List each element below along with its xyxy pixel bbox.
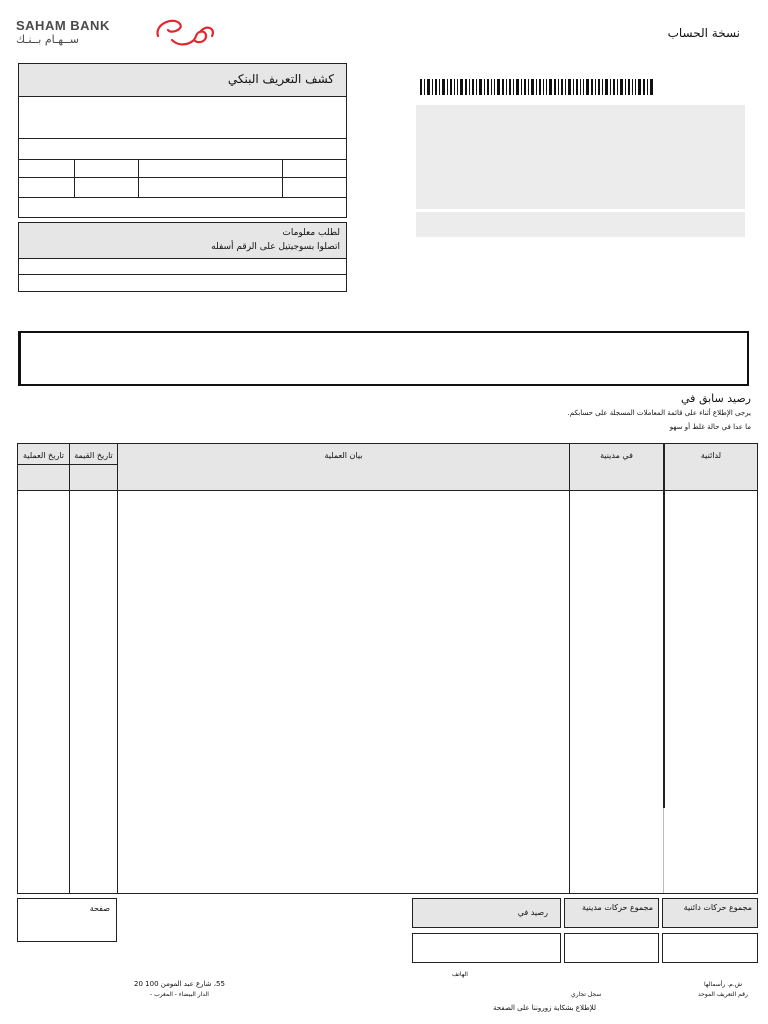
copy-label: نسخة الحساب: [667, 26, 740, 40]
notes-line1: يرجى الإطلاع أثناء على قائمة المعاملات المسجلة على حسابكم.: [567, 409, 751, 417]
balance-label-box: [412, 898, 561, 928]
info-box-header: [19, 223, 346, 259]
total-credit-value-box: [662, 933, 758, 963]
barcode-icon: [420, 79, 655, 95]
address-panel-footer: [416, 212, 745, 237]
total-debit-label: مجموع حركات مدينية: [581, 903, 653, 912]
footer-address-line2: الدار البيضاء - المغرب -: [150, 991, 209, 998]
balance-label: رصيد في: [517, 908, 548, 917]
balance-value-box: [412, 933, 561, 963]
rib-title: كشف التعريف البنكي: [19, 64, 346, 97]
footer-capital-label: ش.م. رأسمالها: [704, 981, 743, 988]
col-description: بيان العملية: [324, 451, 363, 460]
notes-line2: ما عدا في حالة غلط أو سهو: [669, 423, 751, 431]
col-value-date: تاريخ القيمة: [74, 451, 113, 460]
address-panel: [416, 105, 745, 209]
rib-box: [18, 63, 347, 218]
footer-continuation-note: للإطلاع بشكاية زوروننا على الصفحة: [493, 1004, 597, 1012]
col-op-date: تاريخ العملية: [23, 451, 64, 460]
col-debit: في مدينية: [600, 451, 633, 460]
previous-balance-label: رصيد سابق في: [681, 392, 751, 405]
footer-register-label: سجل تجاري: [571, 991, 602, 998]
page-box: [17, 898, 117, 942]
logo-mark-icon: [150, 14, 220, 52]
notice-box: [18, 331, 749, 386]
info-line1: لطلب معلومات: [282, 228, 340, 238]
page-label: صفحة: [89, 904, 110, 913]
total-debit-value-box: [564, 933, 659, 963]
footer-unified-id-label: رقم التعريف الموحد: [698, 991, 748, 998]
footer-phone-label: الهاتف: [452, 971, 468, 978]
col-credit: لدائنية: [700, 451, 722, 460]
bank-name-latin: SAHAM BANK: [16, 18, 110, 33]
transactions-table: [17, 443, 758, 894]
bank-name-arabic: ســهـام بــنـك: [16, 33, 79, 46]
total-credit-label: مجموع حركات دائنية: [683, 903, 752, 912]
total-credit-label-box: [662, 898, 758, 928]
footer-address-line1: 55، شارع عبد المومن 100 20: [134, 980, 225, 988]
total-debit-label-box: [564, 898, 659, 928]
info-box: [18, 222, 347, 292]
info-line2: اتصلوا بسوجيتيل على الرقم أسفله: [211, 242, 340, 252]
bank-logo: [16, 18, 221, 54]
